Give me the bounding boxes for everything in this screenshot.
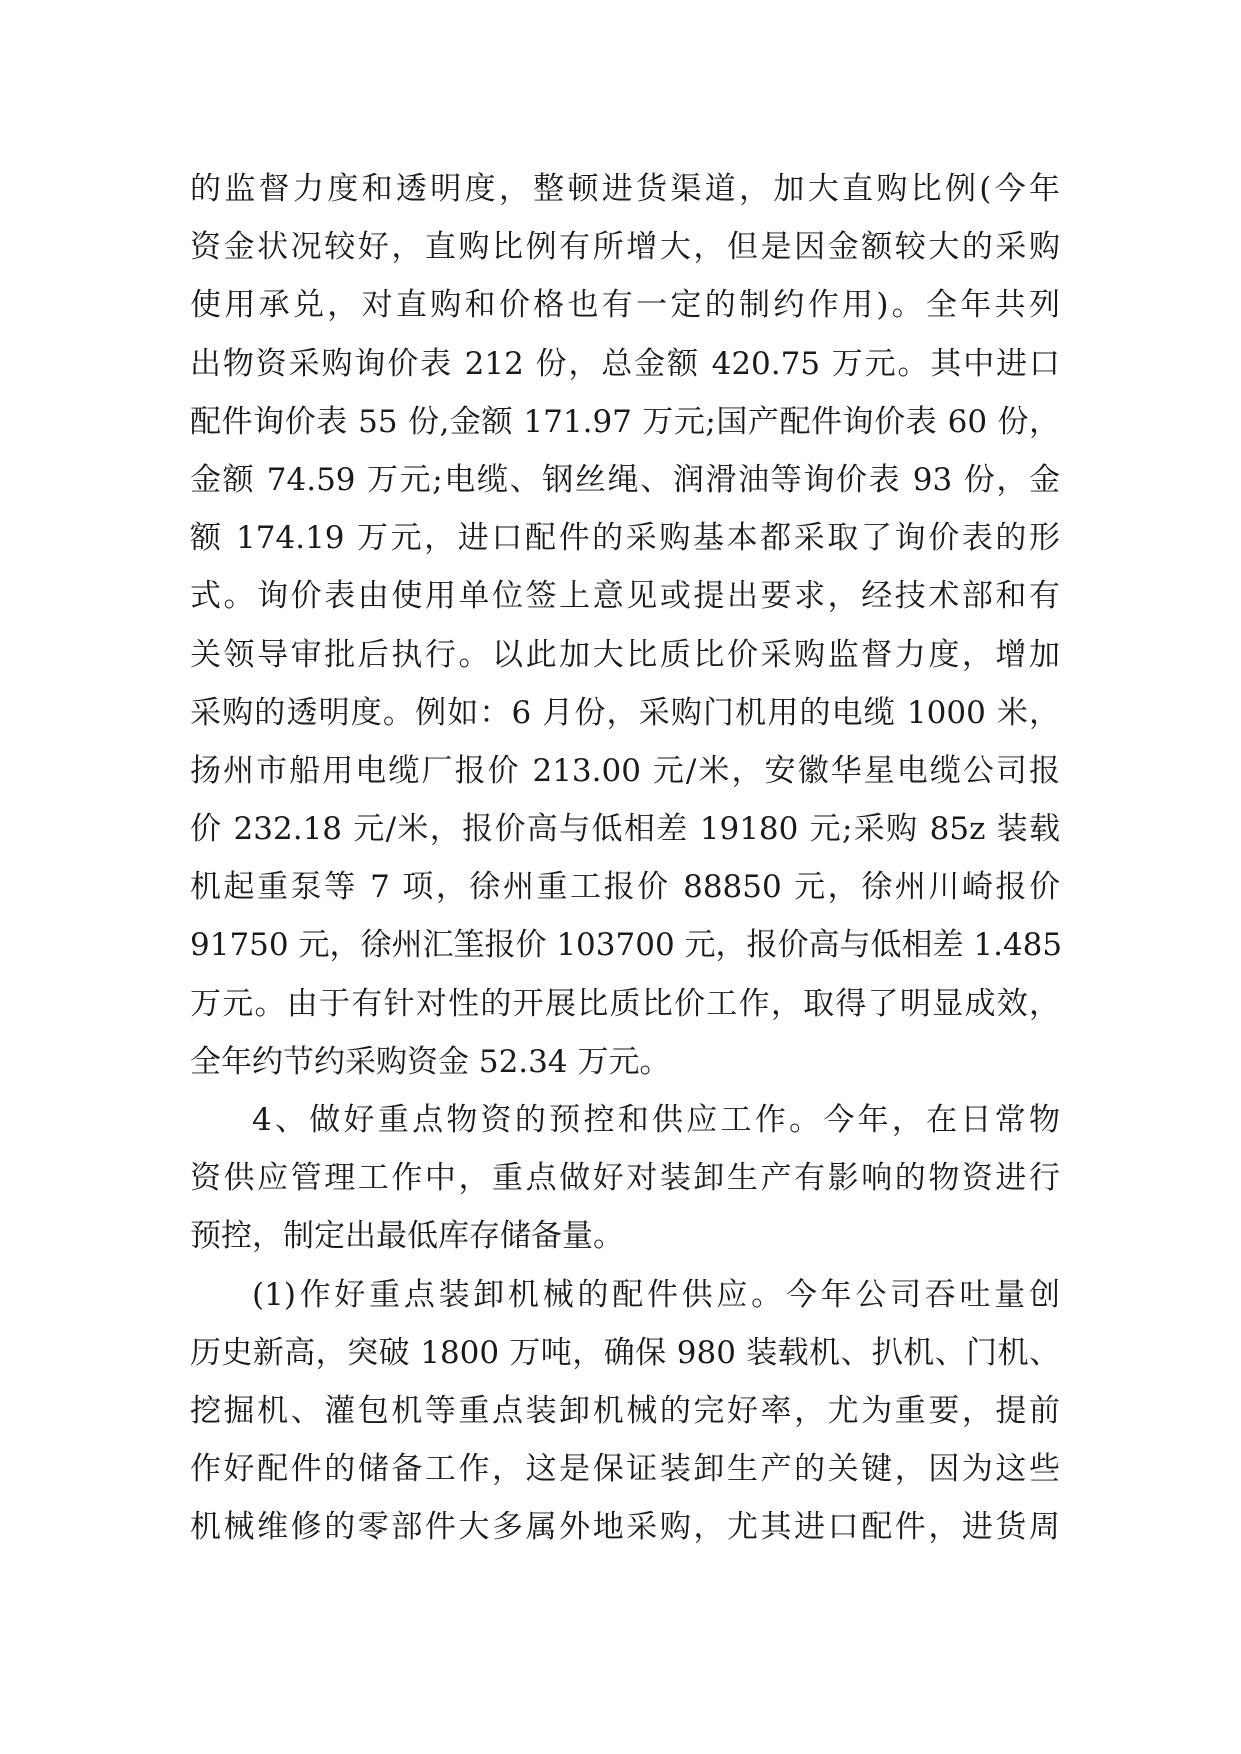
text-line: 万元。由于有针对性的开展比质比价工作，取得了明显成效， (190, 985, 1060, 1022)
paragraph-key-materials-control (190, 1091, 1060, 1266)
text-line: 机起重泵等 7 项，徐州重工报价 88850 元，徐州川崎报价 (190, 869, 1060, 906)
text-line: 机械维修的零部件大多属外地采购，尤其进口配件，进货周 (190, 1509, 1060, 1546)
text-line: 价 232.18 元/米，报价高与低相差 19180 元;采购 85z 装载 (190, 811, 1060, 848)
text-line: (1)作好重点装卸机械的配件供应。今年公司吞吐量创 (252, 1276, 1060, 1313)
text-line: 使用承兑，对直购和价格也有一定的制约作用)。全年共列 (190, 287, 1060, 324)
text-line: 配件询价表 55 份,金额 171.97 万元;国产配件询价表 60 份， (190, 403, 1060, 440)
text-line: 采购的透明度。例如：6 月份，采购门机用的电缆 1000 米， (190, 694, 1060, 731)
text-line: 资金状况较好，直购比例有所增大，但是因金额较大的采购 (190, 229, 1060, 266)
document-body (190, 160, 1063, 1557)
text-line: 出物资采购询价表 212 份，总金额 420.75 万元。其中进口 (190, 345, 1060, 382)
text-line: 挖掘机、灌包机等重点装卸机械的完好率，尤为重要，提前 (190, 1392, 1060, 1429)
text-line: 的监督力度和透明度，整顿进货渠道，加大直购比例(今年 (190, 171, 1060, 207)
text-line: 作好配件的储备工作，这是保证装卸生产的关键，因为这些 (190, 1451, 1060, 1488)
text-line: 额 174.19 万元，进口配件的采购基本都采取了询价表的形 (190, 520, 1060, 557)
paragraph-procurement-review (190, 160, 1063, 1091)
text-line: 4、做好重点物资的预控和供应工作。今年，在日常物 (252, 1102, 1060, 1138)
text-line: 91750 元，徐州汇筀报价 103700 元，报价高与低相差 1.485 (190, 927, 1063, 964)
text-line: 扬州市船用电缆厂报价 213.00 元/米，安徽华星电缆公司报 (190, 752, 1060, 789)
text-line: 预控，制定出最低库存储备量。 (190, 1218, 624, 1255)
text-line: 金额 74.59 万元;电缆、钢丝绳、润滑油等询价表 93 份，金 (190, 461, 1060, 498)
text-line: 式。询价表由使用单位签上意见或提出要求，经技术部和有 (190, 578, 1060, 615)
text-line: 资供应管理工作中，重点做好对装卸生产有影响的物资进行 (190, 1160, 1060, 1197)
text-line: 全年约节约采购资金 52.34 万元。 (190, 1043, 671, 1080)
text-line: 关领导审批后执行。以此加大比质比价采购监督力度，增加 (190, 636, 1060, 673)
paragraph-machinery-parts-supply (190, 1266, 1060, 1557)
text-line: 历史新高，突破 1800 万吨，确保 980 装载机、扒机、门机、 (190, 1334, 1060, 1371)
